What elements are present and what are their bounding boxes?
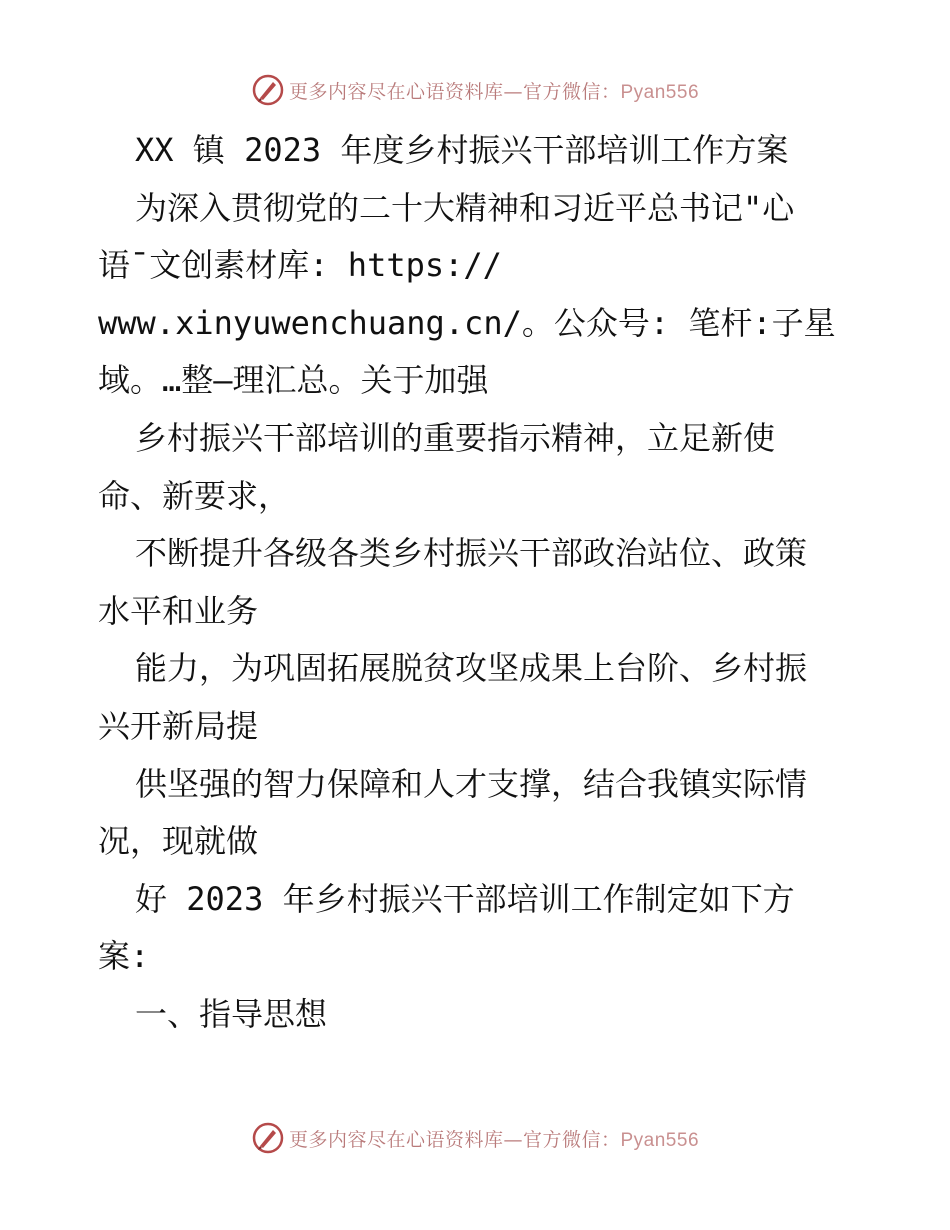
paragraph-line: www.xinyuwenchuang.cn/。公众号: 笔杆:子星 — [98, 303, 836, 342]
header-banner — [0, 70, 950, 110]
paragraph-line: 水平和业务 — [98, 591, 259, 630]
paragraph-line: 域。…整—理汇总。关于加强 — [98, 361, 489, 400]
banner-account: Pyan556 — [620, 81, 700, 103]
paragraph-line: 案: — [98, 937, 150, 976]
paragraph-line: 为深入贯彻党的二十大精神和习近平总书记"心 — [135, 188, 795, 227]
section-heading: 一、指导思想 — [135, 994, 328, 1033]
paragraph-line: 乡村振兴干部培训的重要指示精神，立足新使 — [135, 418, 776, 457]
banner-account: Pyan556 — [620, 1129, 700, 1151]
banner-text: 更多内容尽在心语资料库—官方微信： — [288, 80, 621, 103]
document-title: XX 镇 2023 年度乡村振兴干部培训工作方案 — [135, 131, 789, 169]
paragraph-line: 供坚强的智力保障和人才支撑，结合我镇实际情 — [135, 764, 808, 803]
paragraph-line: 语¯文创素材库: https:// — [98, 246, 502, 285]
paragraph-line: 兴开新局提 — [98, 706, 259, 745]
paragraph-line: 好 2023 年乡村振兴干部培训工作制定如下方 — [135, 879, 795, 918]
paragraph-line: 能力，为巩固拓展脱贫攻坚成果上台阶、乡村振 — [135, 649, 808, 688]
paragraph-line: 不断提升各级各类乡村振兴干部政治站位、政策 — [135, 534, 808, 573]
paragraph-line: 况，现就做 — [98, 822, 259, 861]
quill-pen-circle-icon — [251, 1121, 285, 1155]
banner-text: 更多内容尽在心语资料库—官方微信： — [288, 1128, 621, 1151]
footer-banner — [0, 1118, 950, 1158]
quill-pen-circle-icon — [251, 73, 285, 107]
document-body — [98, 122, 878, 1044]
paragraph-line: 命、新要求， — [98, 476, 291, 515]
